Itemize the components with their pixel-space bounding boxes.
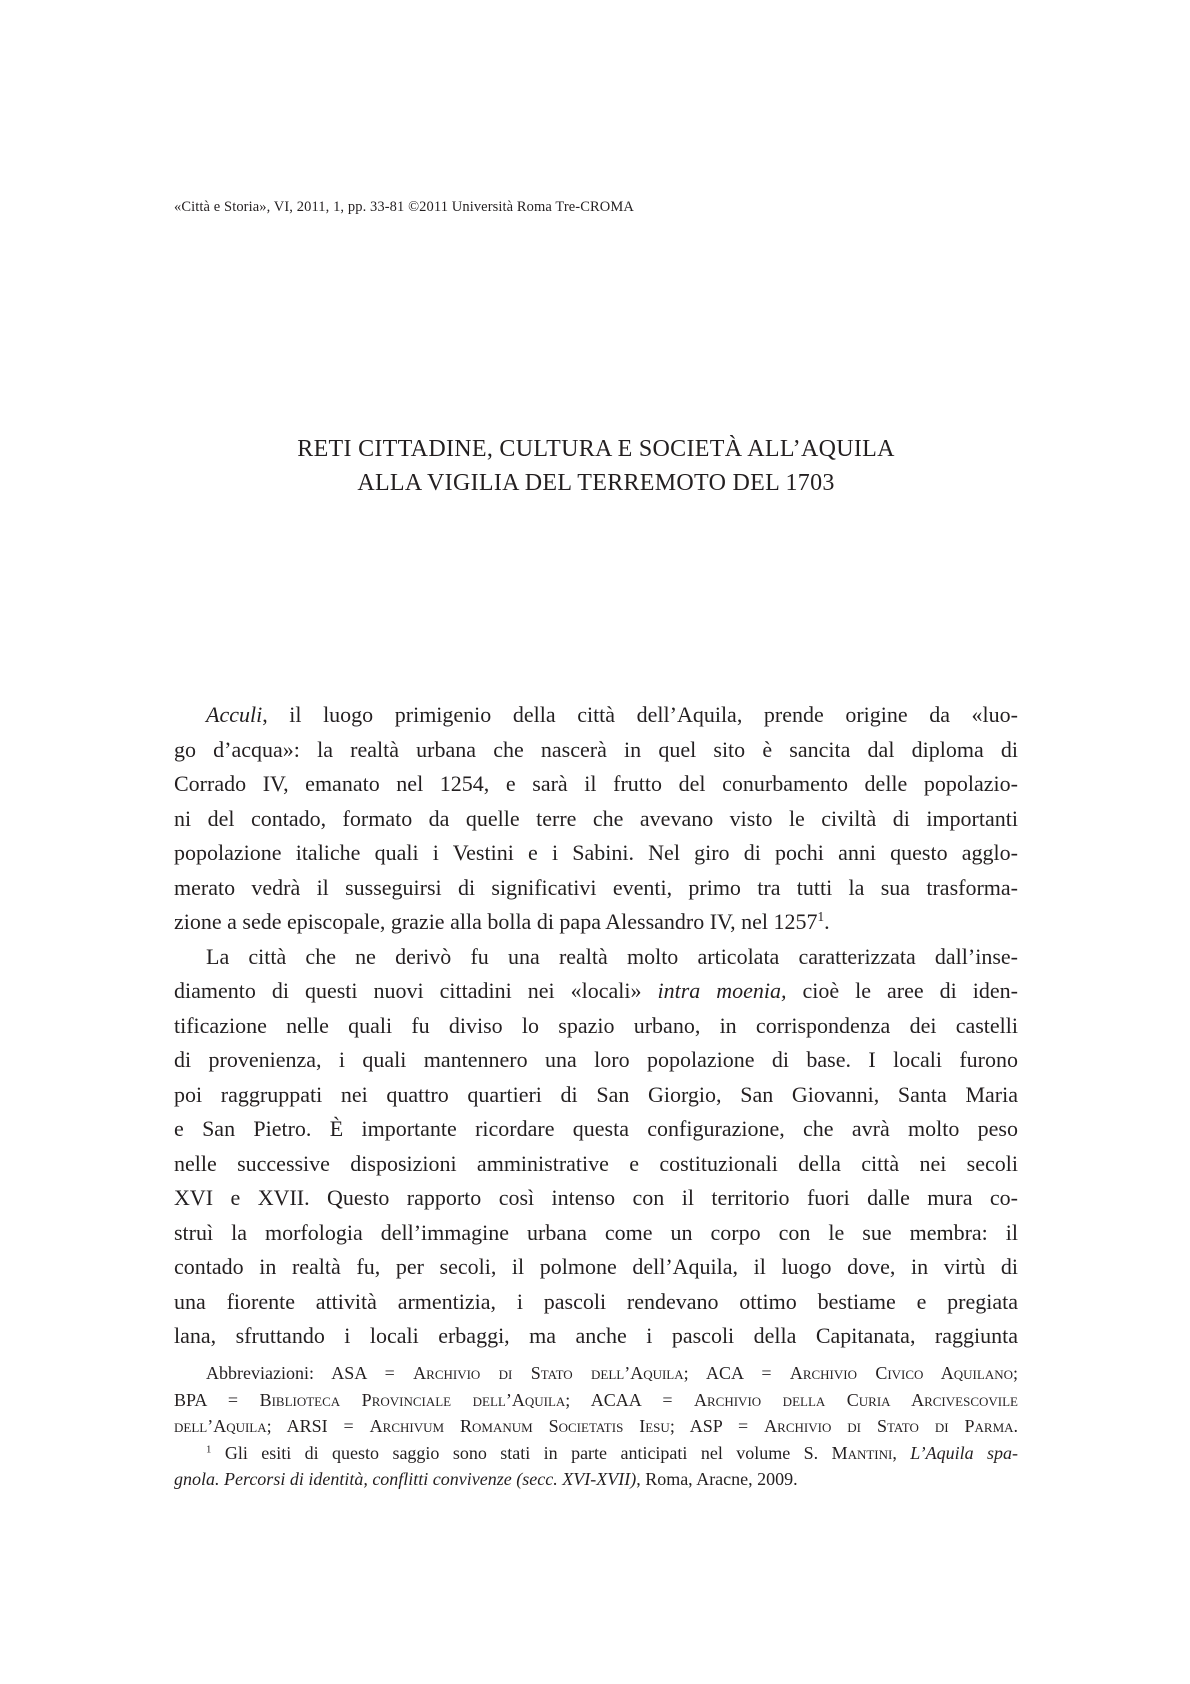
text-line: nelle successive disposizioni amministrative e costituzionali della città nei secoli	[174, 1150, 1018, 1176]
title-line-1: RETI CITTADINE, CULTURA E SOCIETÀ ALL’AQUILA	[297, 436, 895, 462]
footnote-marker: 1	[206, 1443, 212, 1456]
text-line: tificazione nelle quali fu diviso lo spazio urbano, in corrispondenza dei castelli	[174, 1012, 1018, 1038]
text-line: di provenienza, i quali mantennero una loro popolazione di base. I locali furono	[174, 1047, 1018, 1072]
abbreviations-note	[174, 1360, 1018, 1440]
journal-citation-header: «Città e Storia», VI, 2011, 1, pp. 33-81 ©2011 Università Roma Tre-CROMA	[174, 199, 634, 215]
paragraph-2	[174, 940, 1018, 1354]
text-line: lana, sfruttando i locali erbaggi, ma anche i pascoli della Capitanata, raggiunta	[174, 1323, 1018, 1348]
text-line: merato vedrà il susseguirsi di significativi eventi, primo tra tutti la sua trasforma-	[174, 874, 1018, 900]
footnote-reference[interactable]: 1	[817, 909, 825, 925]
note-line: Abbreviazioni: ASA = Archivio di Stato dell’Aquila; ACA = Archivio Civico Aquilano;	[206, 1363, 1018, 1383]
text-line: Acculi, il luogo primigenio della città dell’Aquila, prende origine da «luo-	[206, 702, 1018, 727]
text-line: go d’acqua»: la realtà urbana che nascerà in quel sito è sancita dal diploma di	[174, 736, 1018, 762]
text-line: ni del contado, formato da quelle terre che avevano visto le civiltà di importanti	[174, 805, 1018, 831]
text-line: zione a sede episcopale, grazie alla bolla di papa Alessandro IV, nel 1257$^1$.	[174, 909, 830, 934]
footnote-1	[174, 1440, 1018, 1493]
title-line-2: ALLA VIGILIA DEL TERREMOTO DEL 1703	[357, 470, 835, 496]
text-line: struì la morfologia dell’immagine urbana come un corpo con le sue membra: il	[174, 1219, 1018, 1245]
text-line: e San Pietro. È importante ricordare questa configurazione, che avrà molto peso	[174, 1116, 1018, 1141]
note-line: gnola. Percorsi di identità, conflitti convivenze (secc. XVI-XVII), Roma, Aracne, 2009.	[174, 1469, 798, 1489]
text-line: diamento di questi nuovi cittadini nei «locali» intra moenia, cioè le aree di iden-	[174, 978, 1018, 1003]
text-line: popolazione italiche quali i Vestini e i Sabini. Nel giro di pochi anni questo agglo-	[174, 840, 1018, 865]
article-title	[174, 432, 1018, 500]
note-line: BPA = Biblioteca Provinciale dell’Aquila; ACAA = Archivio della Curia Arcivescovile	[174, 1389, 1018, 1410]
text-line: XVI e XVII. Questo rapporto così intenso con il territorio fuori dalle mura co-	[174, 1185, 1018, 1210]
article-body	[174, 698, 1018, 1354]
text-line: Corrado IV, emanato nel 1254, e sarà il frutto del conurbamento delle popolazio-	[174, 771, 1018, 796]
note-line: $^1$ Gli esiti di questo saggio sono stati in parte anticipati nel volume S. Mantini, L’Aquila spa-	[206, 1442, 1018, 1463]
text-line: una fiorente attività armentizia, i pascoli rendevano ottimo bestiame e pregiata	[174, 1288, 1018, 1314]
text-line: contado in realtà fu, per secoli, il polmone dell’Aquila, il luogo dove, in virtù di	[174, 1254, 1018, 1279]
paragraph-1	[174, 698, 1018, 940]
text-line: poi raggruppati nei quattro quartieri di San Giorgio, San Giovanni, Santa Maria	[174, 1081, 1018, 1107]
note-line: dell’Aquila; ARSI = Archivum Romanum Societatis Iesu; ASP = Archivio di Stato di Parma.	[174, 1416, 1018, 1436]
text-line: La città che ne derivò fu una realtà molto articolata caratterizzata dall’inse-	[206, 943, 1018, 969]
footnotes	[174, 1360, 1018, 1493]
